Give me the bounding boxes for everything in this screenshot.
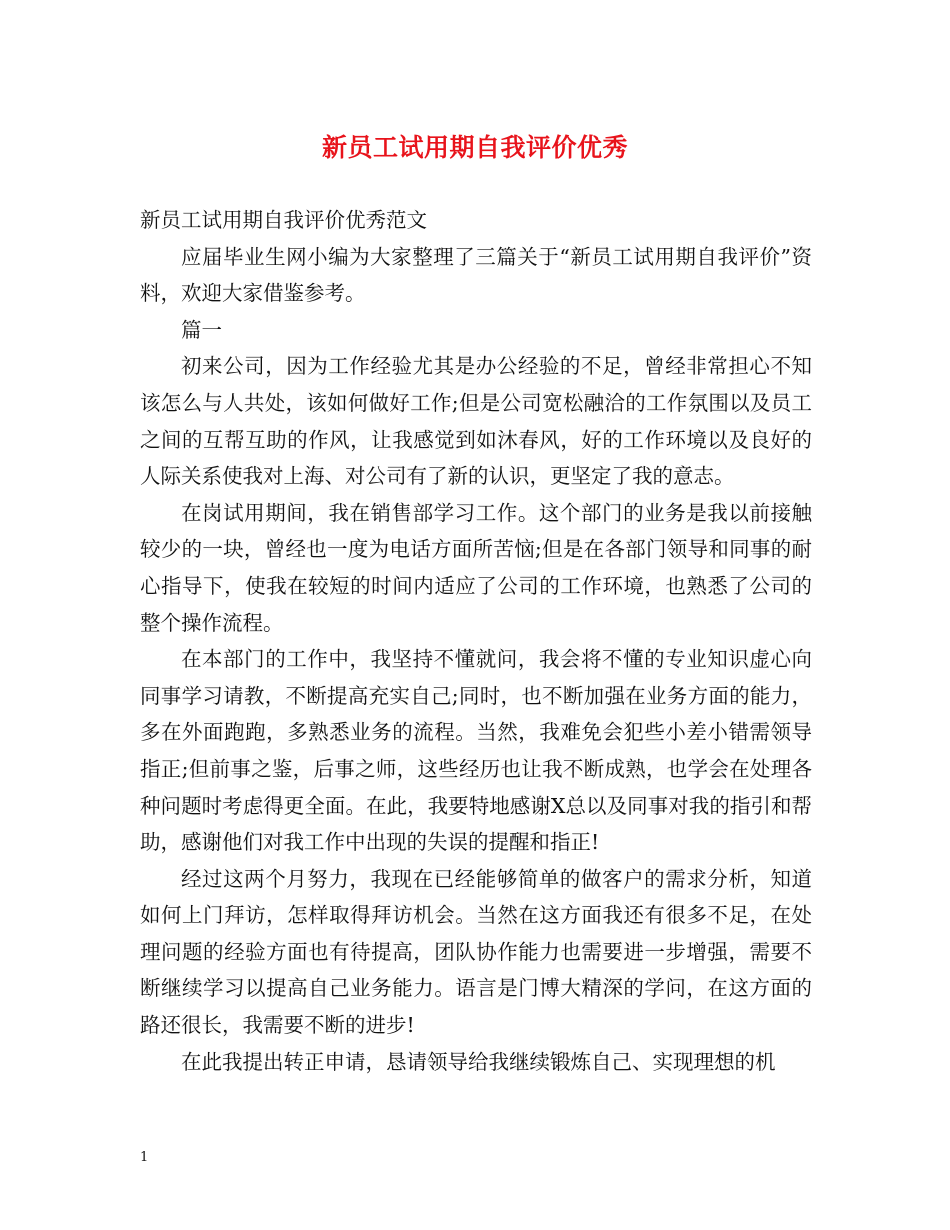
paragraph: 在此我提出转正申请，恳请领导给我继续锻炼自己、实现理想的机: [181, 1049, 776, 1074]
paragraph-intro: 应届毕业生网小编为大家整理了三篇关于“新员工试用期自我评价”资料，欢迎大家借鉴参考。: [140, 244, 812, 306]
document-subtitle: 新员工试用期自我评价优秀范文: [140, 208, 427, 232]
paragraph: 在本部门的工作中，我坚持不懂就问，我会将不懂的专业知识虚心向同事学习请教，不断提高充实自己;同时，也不断加强在业务方面的能力，多在外面跑跑，多熟悉业务的流程。当然，我难免会犯些小差小错需领导指正;但前事之鉴，后事之师，这些经历也让我不断成熟，也学会在处理各种问题时考虑得更全面。在此，我要特地感谢X总以及同事对我的指引和帮助，感谢他们对我工作中出现的失误的提醒和指正!: [140, 647, 812, 855]
document-body: [140, 202, 812, 1080]
document-title: 新员工试用期自我评价优秀: [321, 133, 628, 162]
paragraph: 初来公司，因为工作经验尤其是办公经验的不足，曾经非常担心不知该怎么与人共处，该如何做好工作;但是公司宽松融洽的工作氛围以及员工之间的互帮互助的作风，让我感觉到如沐春风，好的工作环境以及良好的人际关系使我对上海、对公司有了新的认识，更坚定了我的意志。: [140, 354, 812, 489]
page-number: 1: [140, 1150, 149, 1165]
section-heading: 篇一: [181, 317, 222, 342]
paragraph: 在岗试用期间，我在销售部学习工作。这个部门的业务是我以前接触较少的一块，曾经也一度为电话方面所苦恼;但是在各部门领导和同事的耐心指导下，使我在较短的时间内适应了公司的工作环境，也熟悉了公司的整个操作流程。: [140, 500, 812, 635]
paragraph: 经过这两个月努力，我现在已经能够简单的做客户的需求分析，知道如何上门拜访，怎样取得拜访机会。当然在这方面我还有很多不足，在处理问题的经验方面也有待提高，团队协作能力也需要进一步增强，需要不断继续学习以提高自己业务能力。语言是门博大精深的学问，在这方面的路还很长，我需要不断的进步!: [140, 866, 812, 1038]
